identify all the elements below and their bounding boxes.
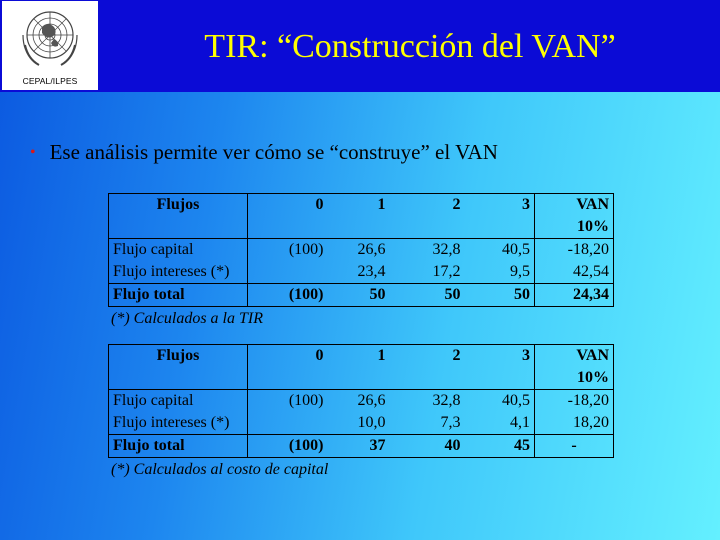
col-2-values	[390, 390, 465, 435]
row-label-intereses: Flujo intereses (*)	[113, 414, 230, 431]
row-label-capital: Flujo capital	[113, 241, 194, 258]
row-label-intereses: Flujo intereses (*)	[113, 263, 230, 280]
cell: -18,20	[567, 392, 609, 409]
total-c2: 50	[390, 284, 465, 307]
cell: 32,8	[432, 241, 461, 258]
header-van	[535, 194, 614, 239]
col-van-values	[535, 239, 614, 284]
table-header-row	[109, 345, 614, 390]
total-c1: 50	[328, 284, 390, 307]
col-van-values	[535, 390, 614, 435]
col-2-values	[390, 239, 465, 284]
cell: 4,1	[510, 414, 530, 431]
header-period-1: 1	[328, 194, 390, 239]
header-period-2: 2	[390, 194, 465, 239]
header-flujos: Flujos	[109, 194, 248, 239]
total-c1: 37	[328, 435, 390, 458]
total-label: Flujo total	[109, 435, 248, 458]
col-3-values	[465, 390, 535, 435]
col-3-values	[465, 239, 535, 284]
header-flujos: Flujos	[109, 345, 248, 390]
header-period-2: 2	[390, 345, 465, 390]
cell: (100)	[288, 392, 324, 409]
table-row	[109, 390, 614, 435]
header-bar	[0, 0, 720, 92]
header-period-3: 3	[465, 345, 535, 390]
col-1-values	[328, 239, 390, 284]
total-c2: 40	[390, 435, 465, 458]
cell: 32,8	[432, 392, 461, 409]
cell: 40,5	[502, 241, 530, 258]
cell	[252, 412, 324, 434]
flow-table-tir	[108, 193, 614, 307]
header-van-label: VAN	[576, 347, 609, 364]
header-period-0: 0	[248, 345, 328, 390]
header-van-rate: 10%	[577, 369, 609, 386]
total-c0: (100)	[248, 435, 328, 458]
cell: 40,5	[502, 392, 530, 409]
header-period-3: 3	[465, 194, 535, 239]
table-total-row	[109, 284, 614, 307]
row-labels	[109, 239, 248, 284]
cell: 42,54	[573, 263, 609, 280]
cell: 18,20	[573, 414, 609, 431]
slide-title: TIR: “Construcción del VAN”	[204, 28, 616, 65]
table-total-row	[109, 435, 614, 458]
cell: (100)	[288, 241, 324, 258]
header-van	[535, 345, 614, 390]
header-period-1: 1	[328, 345, 390, 390]
cell: -18,20	[567, 241, 609, 258]
cell: 10,0	[357, 414, 386, 431]
un-emblem-icon	[20, 5, 80, 71]
bullet-point	[30, 140, 498, 165]
cell	[252, 261, 324, 283]
flow-table-costo-capital	[108, 344, 614, 458]
cell: 23,4	[357, 263, 386, 280]
header-van-rate: 10%	[577, 218, 609, 235]
total-label: Flujo total	[109, 284, 248, 307]
table-row	[109, 239, 614, 284]
bullet-dot-icon: •	[30, 144, 36, 161]
col-1-values	[328, 390, 390, 435]
row-label-capital: Flujo capital	[113, 392, 194, 409]
table-note-costo-capital: (*) Calculados al costo de capital	[111, 461, 329, 478]
col-0-values	[248, 390, 328, 435]
cell: 7,3	[440, 414, 461, 431]
header-van-label: VAN	[576, 196, 609, 213]
table-note-tir: (*) Calculados a la TIR	[111, 310, 263, 327]
table-header-row	[109, 194, 614, 239]
row-labels	[109, 390, 248, 435]
header-period-0: 0	[248, 194, 328, 239]
cell: 17,2	[432, 263, 461, 280]
cell: 9,5	[510, 263, 530, 280]
total-van: -	[535, 435, 614, 458]
logo-box	[2, 1, 98, 90]
org-caption: CEPAL/ILPES	[22, 76, 78, 86]
total-van: 24,34	[535, 284, 614, 307]
total-c3: 45	[465, 435, 535, 458]
bullet-text: Ese análisis permite ver cómo se “construye” el VAN	[49, 140, 498, 164]
col-0-values	[248, 239, 328, 284]
total-c0: (100)	[248, 284, 328, 307]
cell: 26,6	[357, 392, 386, 409]
total-c3: 50	[465, 284, 535, 307]
cell: 26,6	[357, 241, 386, 258]
